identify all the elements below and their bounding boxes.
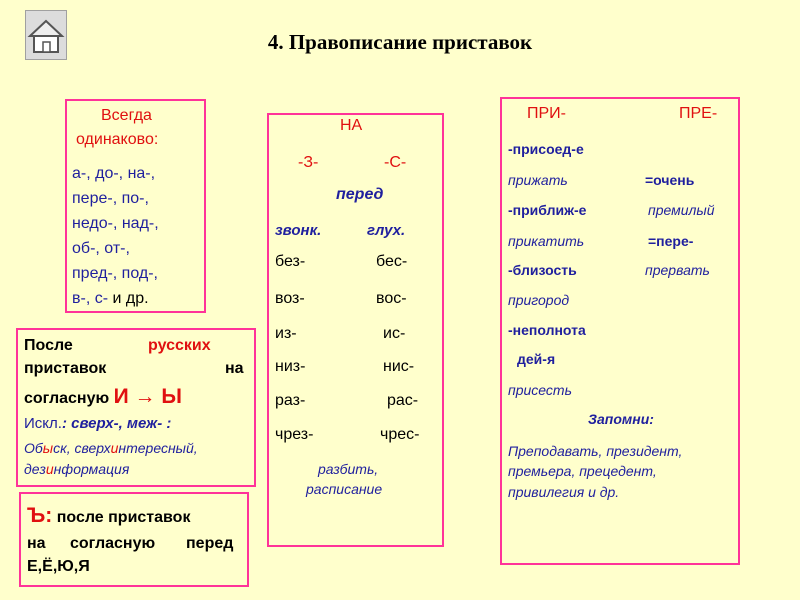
- box3-remember-line: Преподавать, президент,: [508, 443, 683, 459]
- box4-iskl: [24, 415, 171, 432]
- box1-last-line-a: в-, с-: [72, 290, 109, 307]
- box3-left: прижать: [508, 172, 568, 188]
- ex1-b: ы: [42, 440, 54, 456]
- ex1-d: и: [110, 440, 119, 456]
- box2-pair-right: вос-: [376, 290, 407, 307]
- box1-last-line: [72, 290, 149, 308]
- box5-line2-b: согласную: [70, 535, 156, 552]
- box2-z: -З-: [298, 154, 319, 171]
- box2-pair-right: нис-: [383, 358, 415, 375]
- box1-last-line-b: и др.: [108, 290, 149, 307]
- box1-heading-2: одинаково:: [76, 131, 159, 148]
- box3-remember: Запомни:: [588, 411, 654, 427]
- box3-left: пригород: [508, 292, 570, 308]
- box2-glukh: глух.: [367, 222, 406, 239]
- box2-pair-left: чрез-: [275, 426, 314, 443]
- box1-line: пред-, под-,: [72, 265, 158, 282]
- box3-pri: ПРИ-: [527, 105, 566, 122]
- box4-pristavok: приставок: [24, 360, 107, 377]
- box5-line1: после приставок: [52, 509, 191, 526]
- box3-right: =очень: [645, 172, 695, 188]
- box5-sign: Ъ:: [27, 504, 53, 527]
- box2-pair-left: из-: [275, 325, 297, 342]
- box4-soglasnuyu: согласную: [24, 390, 114, 407]
- box2-pair-right: рас-: [387, 392, 419, 409]
- box4-example-1: [24, 440, 198, 456]
- box4-russkikh: русских: [148, 337, 211, 354]
- box4-iskl-a: Искл.: [24, 415, 62, 432]
- box5-line2-a: на: [27, 535, 46, 552]
- box3-remember-line: привилегия и др.: [508, 484, 620, 500]
- box2-pair-left: раз-: [275, 392, 306, 409]
- box3-left: дей-я: [517, 351, 556, 367]
- box3-left: прикатить: [508, 233, 585, 249]
- box4-example-2: [24, 461, 129, 477]
- box2-pair-right: чрес-: [380, 426, 420, 443]
- box3-remember-line: премьера, прецедент,: [508, 463, 657, 479]
- box1-line: об-, от-,: [72, 240, 130, 257]
- box4-na: на: [225, 360, 244, 377]
- ex2-c: нформация: [53, 461, 130, 477]
- box3-left: -близость: [508, 262, 577, 278]
- box4-rule-line: [24, 385, 182, 409]
- box2-pair-left: низ-: [275, 358, 306, 375]
- box3-left: -присоед-е: [508, 141, 584, 157]
- ex2-b: и: [45, 461, 54, 477]
- box1-line: а-, до-, на-,: [72, 165, 156, 182]
- page-title: 4. Правописание приставок: [267, 30, 533, 54]
- box2-zvonk: звонк.: [275, 222, 322, 239]
- box2-pair-left: воз-: [275, 290, 305, 307]
- box3-left: присесть: [508, 382, 572, 398]
- box4-posle: После: [24, 337, 73, 354]
- box2-heading: НА: [340, 117, 363, 134]
- box1-line: недо-, над-,: [72, 215, 159, 232]
- ex1-c: ск, сверх: [53, 440, 111, 456]
- box2-pered: перед: [336, 186, 384, 203]
- ex1-e: нтересный,: [118, 440, 198, 456]
- box5-line3: Е,Ё,Ю,Я: [27, 558, 90, 575]
- box5-line2-c: перед: [186, 535, 234, 552]
- box2-pair-right: ис-: [383, 325, 406, 342]
- box3-right: прервать: [645, 262, 710, 278]
- box3-right: =пере-: [648, 233, 694, 249]
- box2-s: -С-: [384, 154, 407, 171]
- box1-line: пере-, по-,: [72, 190, 149, 207]
- box2-pair-right: бес-: [376, 253, 408, 270]
- box4-iskl-b: : сверх-, меж- :: [61, 415, 172, 432]
- box3-right: премилый: [648, 202, 715, 218]
- box3-left: -неполнота: [508, 322, 586, 338]
- box2-pair-left: без-: [275, 253, 306, 270]
- box3-left: -приближ-е: [508, 202, 587, 218]
- box1-heading-1: Всегда: [101, 107, 152, 124]
- box5-line-1: [27, 504, 190, 528]
- box4-rule: И → Ы: [113, 385, 182, 408]
- box2-example: разбить,: [318, 461, 379, 477]
- ex2-a: дез: [24, 461, 46, 477]
- box3-pre: ПРЕ-: [679, 105, 718, 122]
- ex1-a: Об: [24, 440, 43, 456]
- box2-example: расписание: [306, 481, 383, 497]
